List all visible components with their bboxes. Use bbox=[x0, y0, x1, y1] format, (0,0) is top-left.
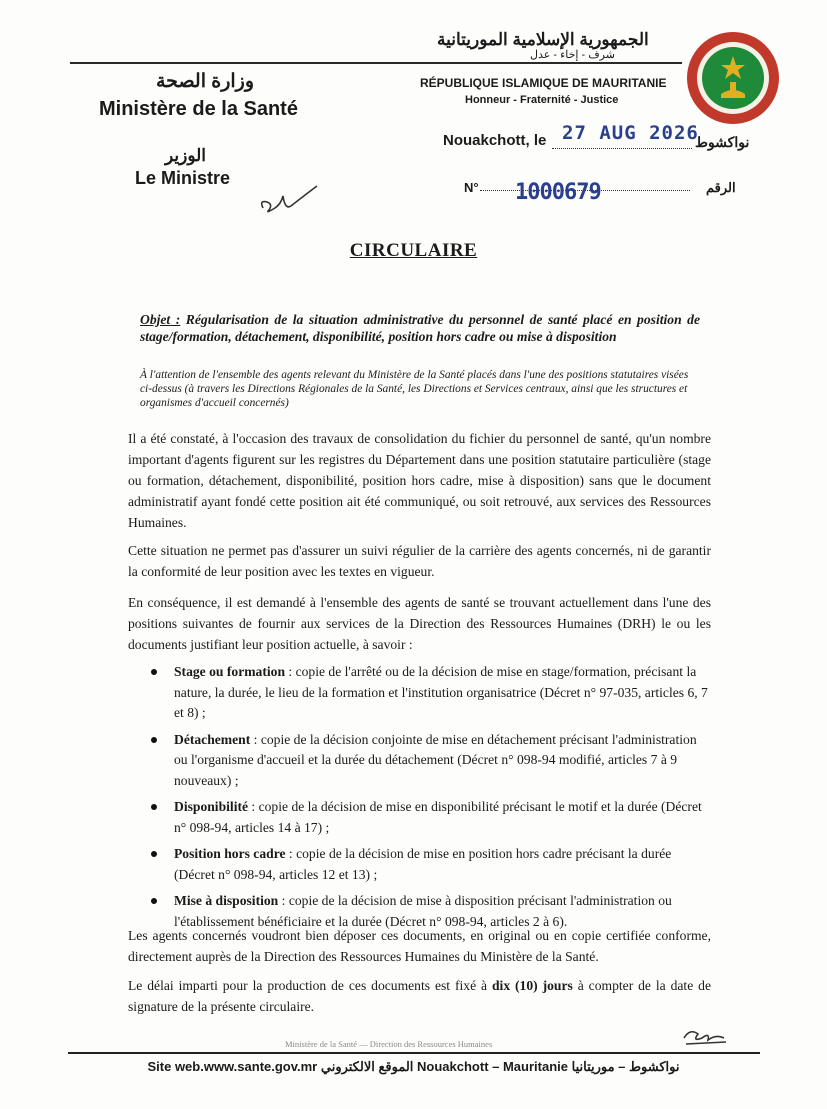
list-item-text: : copie de la décision conjointe de mise en détachement précisant l'administration ou l'organisme d'accueil et la durée du détachement (Décret n° 098-94 modifié, articles 7 à 9 nouveaux) ; bbox=[174, 731, 697, 788]
ministry-name-arabic: وزارة الصحة bbox=[156, 71, 255, 92]
minister-title-french: Le Ministre bbox=[135, 168, 231, 188]
list-item-term: Stage ou formation bbox=[174, 664, 286, 679]
number-label-arabic: الرقم bbox=[706, 180, 736, 195]
list-item-term: Mise à disposition bbox=[174, 893, 279, 908]
list-item-term: Détachement bbox=[174, 731, 251, 747]
date-label: Nouakchott, le bbox=[443, 132, 547, 149]
date-dotted-line bbox=[552, 148, 692, 149]
republic-name-arabic: الجمهورية الإسلامية الموريتانية bbox=[437, 30, 649, 49]
footer-contact-line: Site web.www.sante.gov.mr الموقع الالكتروني Nouakchott – Mauritanie نواكشوط – موريتانيا bbox=[147, 1059, 680, 1074]
national-emblem-icon bbox=[683, 28, 783, 128]
list-item-text: : copie de la décision de mise en position hors cadre précisant la durée (Décret n° 098-94, articles 12 et 13) ; bbox=[174, 846, 672, 882]
deadline-emphasis: dix (10) jours bbox=[491, 978, 573, 993]
bullet-icon bbox=[151, 898, 157, 904]
republic-motto-arabic: شرف - إخاء - عدل bbox=[530, 49, 615, 61]
paragraph-deadline bbox=[128, 975, 711, 1017]
republic-motto-french: Honneur - Fraternité - Justice bbox=[465, 94, 619, 106]
subject-label: Objet : bbox=[140, 312, 181, 327]
attention-note: À l'attention de l'ensemble des agents relevant du Ministère de la Santé placés dans l'une des positions statutaires visées ci-dessus (à travers les Directions Régionales de la Santé, les Directions et Services centraux, ainsi que les structures et organismes d'accueil concernés) bbox=[140, 369, 689, 409]
footer-initials-icon bbox=[680, 1022, 732, 1050]
initials-signature-icon bbox=[255, 182, 325, 222]
paragraph-findings: Il a été constaté, à l'occasion des travaux de consolidation du fichier du personnel de santé, qu'un nombre important d'agents figurent sur les registres du Département dans une position statutaire particulière (stage ou formation, détachement, disponibilité, position hors cadre, mise à disposition) sans que le document administratif ayant fondé cette position ait été communiqué, ou soit retrouvé, aux services des Ressources Humaines. bbox=[128, 431, 711, 530]
footer-rule bbox=[68, 1052, 760, 1054]
list-item-text: : copie de l'arrêté ou de la décision de mise en stage/formation, précisant la nature, la durée, le lieu de la formation et l'institution organisatrice (Décret n° 97-035, articles 6, 7 et 8) ; bbox=[174, 664, 708, 720]
ministry-name-french: Ministère de la Santé bbox=[99, 98, 298, 120]
required-documents-list bbox=[128, 662, 711, 938]
republic-name-french: RÉPUBLIQUE ISLAMIQUE DE MAURITANIE bbox=[420, 76, 667, 90]
number-stamp: 1000679 bbox=[515, 180, 601, 205]
list-item-text: : copie de la décision de mise en disponibilité précisant le motif et la durée (Décret n° 098-94, articles 14 à 17) ; bbox=[174, 799, 702, 835]
list-item-term: Disponibilité bbox=[174, 799, 249, 814]
bullet-icon bbox=[151, 669, 157, 675]
document-title: CIRCULAIRE bbox=[349, 240, 478, 261]
bullet-icon bbox=[151, 851, 157, 857]
bullet-icon bbox=[151, 737, 157, 743]
minister-title-arabic: الوزير bbox=[165, 146, 207, 165]
date-label-arabic: نواكشوط bbox=[695, 134, 750, 150]
deadline-text-before: Le délai imparti pour la production de ces documents est fixé à bbox=[128, 978, 492, 993]
date-stamp: 27 AUG 2026 bbox=[562, 122, 699, 144]
deadline-text-after: à compter de la date de signature de la présente circulaire. bbox=[128, 978, 711, 1014]
header-rule bbox=[70, 62, 682, 64]
subject-text: Régularisation de la situation administrative du personnel de santé placé en position de stage/formation, détachement, disponibilité, position hors cadre ou mise à disposition bbox=[140, 312, 700, 344]
footer-watermark-line: Ministère de la Santé — Direction des Ressources Humaines bbox=[285, 1039, 493, 1049]
number-label: N° bbox=[464, 180, 479, 195]
list-item-text: : copie de la décision de mise à disposition précisant l'administration ou l'établissement bénéficiaire et la durée (Décret n° 098-94, articles 2 à 6). bbox=[174, 893, 672, 929]
paragraph-request: En conséquence, il est demandé à l'ensemble des agents de santé se trouvant actuellement dans l'une des positions suivantes de fournir aux services de la Direction des Ressources Humaines (DRH) le ou les documents justifiant leur position actuelle, à savoir : bbox=[128, 595, 711, 652]
bullet-icon bbox=[151, 804, 157, 810]
list-item-term: Position hors cadre bbox=[174, 846, 286, 861]
subject-block bbox=[140, 311, 700, 345]
list-item bbox=[128, 662, 711, 724]
list-item bbox=[128, 730, 711, 792]
list-item bbox=[128, 844, 711, 885]
paragraph-deposit: Les agents concernés voudront bien déposer ces documents, en original ou en copie certifiée conforme, directement auprès de la Direction des Ressources Humaines du Ministère de la Santé. bbox=[128, 928, 711, 964]
list-item bbox=[128, 797, 711, 838]
paragraph-situation: Cette situation ne permet pas d'assurer un suivi régulier de la carrière des agents concernés, ni de garantir la conformité de leur position avec les textes en vigueur. bbox=[128, 543, 711, 579]
